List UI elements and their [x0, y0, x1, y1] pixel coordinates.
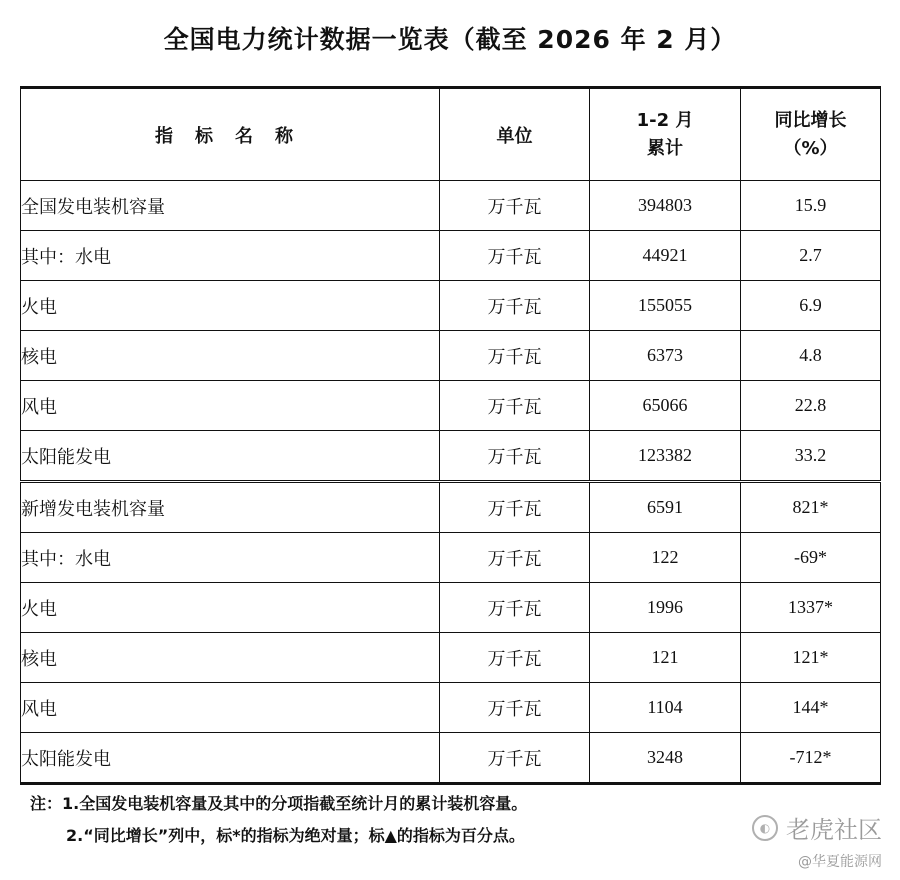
row-name: 风电: [21, 381, 440, 431]
row-value: 6373: [590, 331, 741, 381]
row-unit: 万千瓦: [440, 733, 590, 784]
row-name: 火电: [21, 281, 440, 331]
row-name: 太阳能发电: [21, 431, 440, 482]
watermark-brand: 老虎社区: [786, 816, 882, 844]
table-row: [21, 583, 881, 633]
row-unit: 万千瓦: [440, 482, 590, 533]
header-yoy: [741, 88, 881, 181]
table-row: [21, 683, 881, 733]
row-name: 太阳能发电: [21, 733, 440, 784]
header-cumulative-line2: 累计: [647, 137, 683, 159]
stats-table: [20, 86, 881, 785]
row-yoy: 33.2: [741, 431, 881, 482]
row-yoy: 22.8: [741, 381, 881, 431]
table-row: [21, 331, 881, 381]
row-yoy: 15.9: [741, 181, 881, 231]
row-yoy: 121*: [741, 633, 881, 683]
header-yoy-line2: （%）: [783, 137, 838, 159]
table-row: [21, 431, 881, 482]
header-indicator-name: 指标名称: [21, 88, 440, 181]
row-name: 核电: [21, 331, 440, 381]
row-yoy: 144*: [741, 683, 881, 733]
row-unit: 万千瓦: [440, 181, 590, 231]
footnote-2: 2.“同比增长”列中，标*的指标为绝对量；标▲的指标为百分点。: [66, 826, 525, 845]
table-header-row: [21, 88, 881, 181]
row-name: 其中：水电: [21, 533, 440, 583]
table-row: [21, 533, 881, 583]
row-unit: 万千瓦: [440, 633, 590, 683]
row-value: 1104: [590, 683, 741, 733]
table-row: [21, 231, 881, 281]
row-yoy: -712*: [741, 733, 881, 784]
row-value: 394803: [590, 181, 741, 231]
row-value: 6591: [590, 482, 741, 533]
row-name: 火电: [21, 583, 440, 633]
header-cumulative: [590, 88, 741, 181]
row-value: 123382: [590, 431, 741, 482]
row-name: 其中：水电: [21, 231, 440, 281]
table-row: [21, 281, 881, 331]
row-value: 3248: [590, 733, 741, 784]
row-unit: 万千瓦: [440, 331, 590, 381]
row-name: 核电: [21, 633, 440, 683]
row-value: 1996: [590, 583, 741, 633]
table-row: [21, 181, 881, 231]
row-unit: 万千瓦: [440, 381, 590, 431]
header-cumulative-line1: 1-2 月: [636, 109, 694, 131]
table-row: [21, 633, 881, 683]
row-unit: 万千瓦: [440, 281, 590, 331]
row-unit: 万千瓦: [440, 583, 590, 633]
row-yoy: 6.9: [741, 281, 881, 331]
row-unit: 万千瓦: [440, 231, 590, 281]
row-value: 44921: [590, 231, 741, 281]
header-unit: 单位: [440, 88, 590, 181]
watermark-source: @华夏能源网: [798, 854, 882, 870]
table-row: [21, 733, 881, 784]
tiger-logo-icon: ◐: [752, 815, 778, 841]
row-unit: 万千瓦: [440, 533, 590, 583]
row-name: 新增发电装机容量: [21, 482, 440, 533]
table-row: [21, 381, 881, 431]
row-yoy: 1337*: [741, 583, 881, 633]
row-unit: 万千瓦: [440, 683, 590, 733]
row-value: 121: [590, 633, 741, 683]
row-value: 65066: [590, 381, 741, 431]
row-name: 风电: [21, 683, 440, 733]
row-yoy: 2.7: [741, 231, 881, 281]
header-yoy-line1: 同比增长: [774, 109, 847, 131]
row-name: 全国发电装机容量: [21, 181, 440, 231]
row-yoy: -69*: [741, 533, 881, 583]
row-yoy: 4.8: [741, 331, 881, 381]
table-row: [21, 482, 881, 533]
row-unit: 万千瓦: [440, 431, 590, 482]
page-title: 全国电力统计数据一览表（截至 2026 年 2 月）: [163, 25, 737, 54]
row-value: 155055: [590, 281, 741, 331]
row-yoy: 821*: [741, 482, 881, 533]
row-value: 122: [590, 533, 741, 583]
watermark: [752, 810, 882, 871]
footnote-1: 注：1.全国发电装机容量及其中的分项指截至统计月的累计装机容量。: [30, 794, 528, 813]
